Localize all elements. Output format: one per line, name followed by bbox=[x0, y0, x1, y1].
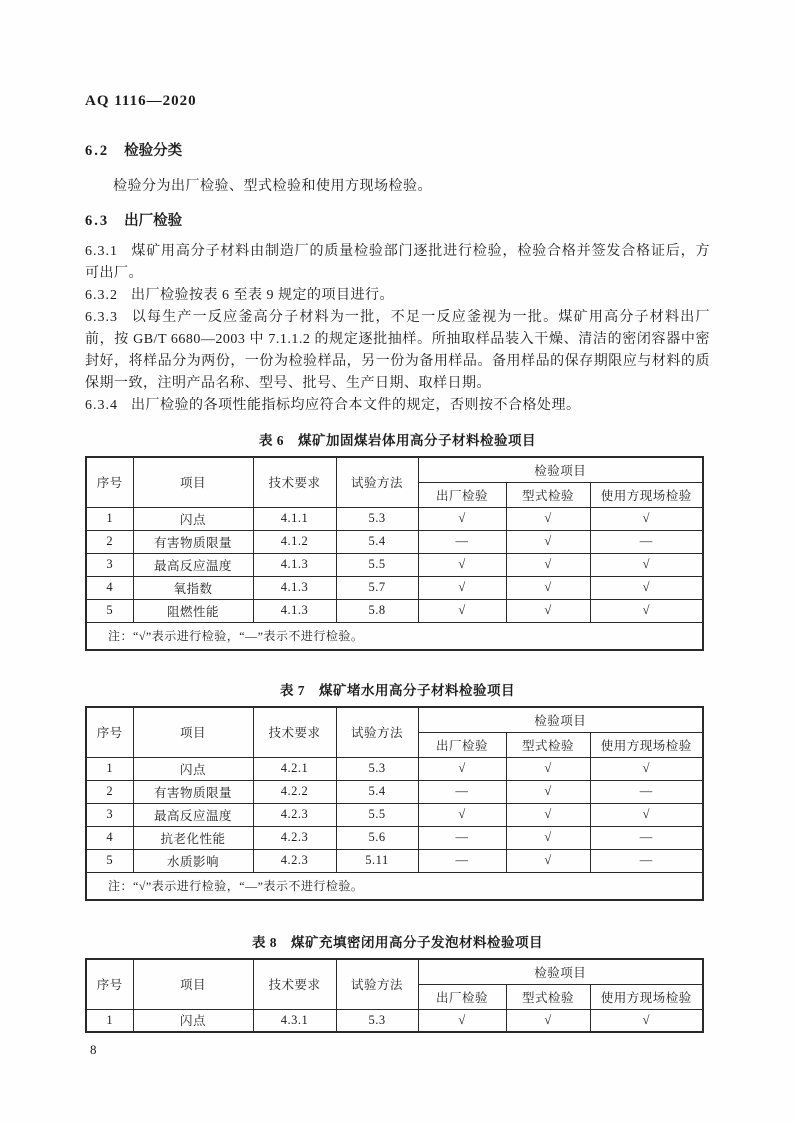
table-cell: 5.5 bbox=[336, 803, 418, 826]
table-cell: 4.1.3 bbox=[253, 553, 336, 576]
table-cell: 4.1.3 bbox=[253, 576, 336, 599]
table-cell: 5 bbox=[86, 849, 133, 872]
table-cell: — bbox=[590, 826, 703, 849]
table-cell: √ bbox=[418, 803, 506, 826]
table-cell: — bbox=[590, 780, 703, 803]
column-header: 技术要求 bbox=[253, 959, 336, 1009]
table-cell: √ bbox=[506, 576, 590, 599]
table-7-title: 表 7 煤矿堵水用高分子材料检验项目 bbox=[279, 683, 516, 698]
clause-number: 6.3.1 bbox=[85, 244, 118, 259]
table-cell: 5.5 bbox=[336, 553, 418, 576]
table-row bbox=[86, 757, 703, 780]
section-title: 出厂检验 bbox=[124, 213, 183, 229]
table-cell: √ bbox=[590, 599, 703, 622]
table-cell: 水质影响 bbox=[133, 849, 253, 872]
column-header: 序号 bbox=[86, 959, 133, 1009]
table-cell: 5.11 bbox=[336, 849, 418, 872]
column-subheader: 使用方现场检验 bbox=[590, 732, 703, 757]
table-8 bbox=[85, 958, 704, 1033]
table-cell: 5.8 bbox=[336, 599, 418, 622]
standard-code-header: AQ 1116—2020 bbox=[85, 93, 197, 109]
table-cell: 阻燃性能 bbox=[133, 599, 253, 622]
column-group-header: 检验项目 bbox=[418, 707, 703, 732]
table-note: 注：“√”表示进行检验，“—”表示不进行检验。 bbox=[86, 622, 703, 650]
table-cell: √ bbox=[506, 1009, 590, 1032]
clause-number: 6.3.4 bbox=[85, 398, 118, 413]
table-cell: — bbox=[418, 780, 506, 803]
column-subheader: 出厂检验 bbox=[418, 984, 506, 1009]
table-cell: 5.3 bbox=[336, 1009, 418, 1032]
table-cell: 最高反应温度 bbox=[133, 553, 253, 576]
page-number: 8 bbox=[90, 1042, 97, 1057]
table-cell: — bbox=[418, 530, 506, 553]
table-cell: 4.2.2 bbox=[253, 780, 336, 803]
column-subheader: 型式检验 bbox=[506, 732, 590, 757]
table-row bbox=[86, 553, 703, 576]
table-cell: 1 bbox=[86, 757, 133, 780]
column-header: 项目 bbox=[133, 457, 253, 507]
section-number: 6.3 bbox=[85, 213, 110, 229]
table-cell: 2 bbox=[86, 530, 133, 553]
table-cell: — bbox=[590, 849, 703, 872]
column-group-header: 检验项目 bbox=[418, 457, 703, 482]
table-row bbox=[86, 599, 703, 622]
column-subheader: 使用方现场检验 bbox=[590, 984, 703, 1009]
table-cell: 4.2.3 bbox=[253, 826, 336, 849]
table-cell: 5 bbox=[86, 599, 133, 622]
table-cell: √ bbox=[590, 576, 703, 599]
table-6 bbox=[85, 456, 704, 651]
column-subheader: 出厂检验 bbox=[418, 482, 506, 507]
table-cell: 5.4 bbox=[336, 780, 418, 803]
table-note: 注：“√”表示进行检验，“—”表示不进行检验。 bbox=[86, 872, 703, 900]
table-cell: √ bbox=[418, 599, 506, 622]
table-cell: √ bbox=[418, 576, 506, 599]
table-cell: 有害物质限量 bbox=[133, 780, 253, 803]
table-cell: 5.6 bbox=[336, 826, 418, 849]
table-cell: √ bbox=[506, 757, 590, 780]
table-row bbox=[86, 507, 703, 530]
table-cell: 闪点 bbox=[133, 507, 253, 530]
column-header: 序号 bbox=[86, 707, 133, 757]
table-cell: 3 bbox=[86, 803, 133, 826]
table-7 bbox=[85, 706, 704, 901]
table-cell: 1 bbox=[86, 1009, 133, 1032]
table-cell: 闪点 bbox=[133, 1009, 253, 1032]
table-cell: 闪点 bbox=[133, 757, 253, 780]
table-row bbox=[86, 849, 703, 872]
table-note-row bbox=[86, 872, 703, 900]
clause-text: 出厂检验按表 6 至表 9 规定的项目进行。 bbox=[131, 288, 394, 303]
table-row bbox=[86, 1009, 703, 1032]
table-cell: 4.2.1 bbox=[253, 757, 336, 780]
table-cell: √ bbox=[506, 826, 590, 849]
table-cell: 4.2.3 bbox=[253, 803, 336, 826]
column-header: 试验方法 bbox=[336, 959, 418, 1009]
table-cell: √ bbox=[590, 553, 703, 576]
table-cell: √ bbox=[506, 507, 590, 530]
table-cell: √ bbox=[506, 780, 590, 803]
table-cell: √ bbox=[418, 507, 506, 530]
clause-number: 6.3.2 bbox=[85, 288, 118, 303]
clause-6-3-4 bbox=[85, 395, 710, 417]
table-cell: √ bbox=[506, 849, 590, 872]
table-cell: 4 bbox=[86, 826, 133, 849]
table-cell: 4.1.1 bbox=[253, 507, 336, 530]
table-cell: 有害物质限量 bbox=[133, 530, 253, 553]
table-cell: 3 bbox=[86, 553, 133, 576]
column-header: 序号 bbox=[86, 457, 133, 507]
column-header: 试验方法 bbox=[336, 457, 418, 507]
clause-number: 6.3.3 bbox=[85, 310, 118, 325]
table-6-title: 表 6 煤矿加固煤岩体用高分子材料检验项目 bbox=[258, 433, 537, 448]
table-cell: √ bbox=[506, 803, 590, 826]
table-cell: √ bbox=[590, 507, 703, 530]
section-6-3-heading bbox=[85, 211, 710, 231]
table-row bbox=[86, 576, 703, 599]
table-cell: 5.3 bbox=[336, 757, 418, 780]
clause-6-3-3 bbox=[85, 307, 710, 395]
table-cell: — bbox=[590, 530, 703, 553]
table-8-title: 表 8 煤矿充填密闭用高分子发泡材料检验项目 bbox=[251, 935, 544, 950]
table-cell: 4.3.1 bbox=[253, 1009, 336, 1032]
table-cell: 4.2.3 bbox=[253, 849, 336, 872]
column-header: 试验方法 bbox=[336, 707, 418, 757]
table-cell: 1 bbox=[86, 507, 133, 530]
table-cell: √ bbox=[590, 1009, 703, 1032]
table-cell: 最高反应温度 bbox=[133, 803, 253, 826]
table-note-row bbox=[86, 622, 703, 650]
table-cell: √ bbox=[590, 757, 703, 780]
clause-6-3-1 bbox=[85, 241, 710, 285]
table-row bbox=[86, 780, 703, 803]
column-group-header: 检验项目 bbox=[418, 959, 703, 984]
table-cell: 4.1.2 bbox=[253, 530, 336, 553]
table-cell: 抗老化性能 bbox=[133, 826, 253, 849]
section-6-2-paragraph: 检验分为出厂检验、型式检验和使用方现场检验。 bbox=[113, 179, 432, 194]
column-subheader: 型式检验 bbox=[506, 984, 590, 1009]
table-cell: 氧指数 bbox=[133, 576, 253, 599]
table-row bbox=[86, 803, 703, 826]
clause-6-3-2 bbox=[85, 285, 710, 307]
table-cell: √ bbox=[418, 757, 506, 780]
table-cell: √ bbox=[590, 803, 703, 826]
table-row bbox=[86, 826, 703, 849]
table-cell: 4 bbox=[86, 576, 133, 599]
table-cell: — bbox=[418, 826, 506, 849]
table-cell: 5.7 bbox=[336, 576, 418, 599]
table-cell: √ bbox=[506, 599, 590, 622]
clause-text: 出厂检验的各项性能指标均应符合本文件的规定，否则按不合格处理。 bbox=[131, 398, 581, 413]
table-cell: √ bbox=[418, 553, 506, 576]
column-header: 技术要求 bbox=[253, 707, 336, 757]
clause-text: 以每生产一反应釜高分子材料为一批，不足一反应釜视为一批。煤矿用高分子材料出厂前，按 GB/T 6680—2003 中 7.1.1.2 的规定逐批抽样。所抽取样品装入干燥、清洁的密闭容器中密封好，将样品分为两份，一份为检验样品，另一份为备用样品。备用样品的保存期限应与材料的质保期一致，注明产品名称、型号、批号、生产日期、取样日期。 bbox=[85, 310, 710, 391]
table-cell: √ bbox=[418, 1009, 506, 1032]
table-cell: 5.3 bbox=[336, 507, 418, 530]
section-title: 检验分类 bbox=[124, 143, 183, 159]
column-header: 项目 bbox=[133, 959, 253, 1009]
column-subheader: 使用方现场检验 bbox=[590, 482, 703, 507]
column-header: 项目 bbox=[133, 707, 253, 757]
column-header: 技术要求 bbox=[253, 457, 336, 507]
column-subheader: 出厂检验 bbox=[418, 732, 506, 757]
table-row bbox=[86, 530, 703, 553]
table-cell: √ bbox=[506, 553, 590, 576]
section-6-2-heading bbox=[85, 141, 710, 161]
table-cell: 2 bbox=[86, 780, 133, 803]
table-cell: — bbox=[418, 849, 506, 872]
table-cell: 4.1.3 bbox=[253, 599, 336, 622]
section-number: 6.2 bbox=[85, 143, 110, 159]
table-cell: 5.4 bbox=[336, 530, 418, 553]
table-cell: √ bbox=[506, 530, 590, 553]
clause-text: 煤矿用高分子材料由制造厂的质量检验部门逐批进行检验，检验合格并签发合格证后，方可出厂。 bbox=[85, 244, 710, 281]
column-subheader: 型式检验 bbox=[506, 482, 590, 507]
